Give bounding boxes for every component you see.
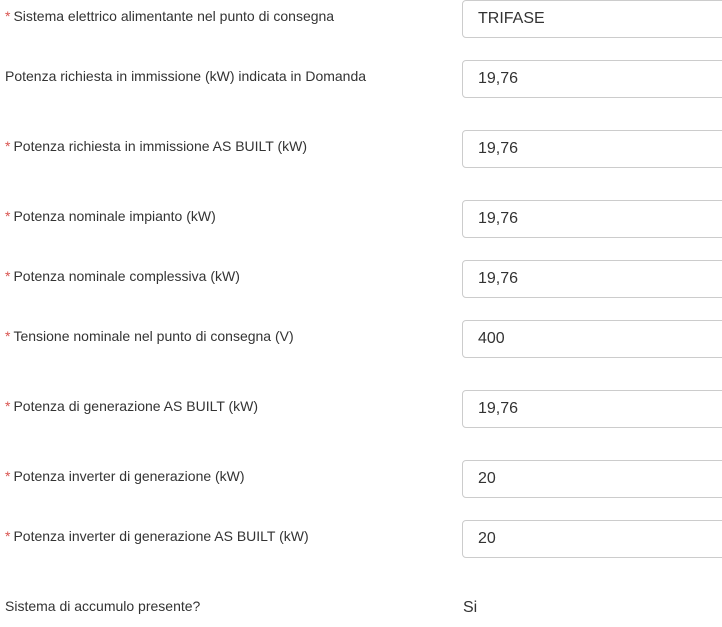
field-label-text: Potenza inverter di generazione (kW): [13, 468, 245, 484]
field-label-text: Potenza richiesta in immissione AS BUILT (kW): [13, 138, 308, 154]
potenza-inverter-field[interactable]: 20: [462, 460, 722, 498]
required-marker: *: [5, 528, 11, 544]
field-label-text: Potenza richiesta in immissione (kW) indicata in Domanda: [5, 68, 367, 84]
field-label: [5, 8, 334, 24]
required-marker: *: [5, 138, 11, 154]
field-label: [5, 598, 200, 614]
potenza-nominale-complessiva-field[interactable]: 19,76: [462, 260, 722, 298]
potenza-richiesta-as-built-field[interactable]: 19,76: [462, 130, 722, 168]
field-label: [5, 468, 245, 484]
field-label-text: Potenza inverter di generazione AS BUILT (kW): [13, 528, 309, 544]
required-marker: *: [5, 398, 11, 414]
potenza-generazione-as-built-field[interactable]: 19,76: [462, 390, 722, 428]
sistema-accumulo-value: Si: [463, 599, 478, 616]
field-label: [5, 398, 258, 414]
required-marker: *: [5, 468, 11, 484]
field-label-text: Potenza nominale impianto (kW): [13, 208, 216, 224]
field-label: [5, 208, 216, 224]
field-label-text: Tensione nominale nel punto di consegna (V): [13, 328, 294, 344]
field-label-text: Sistema elettrico alimentante nel punto di consegna: [13, 8, 335, 24]
required-marker: *: [5, 328, 11, 344]
potenza-inverter-as-built-field[interactable]: 20: [462, 520, 722, 558]
potenza-nominale-impianto-field[interactable]: 19,76: [462, 200, 722, 238]
sistema-elettrico-field[interactable]: TRIFASE: [462, 0, 722, 38]
field-label: [5, 528, 309, 544]
field-label: [5, 328, 294, 344]
field-label-text: Potenza di generazione AS BUILT (kW): [13, 398, 259, 414]
field-label: [5, 68, 366, 84]
required-marker: *: [5, 8, 11, 24]
required-marker: *: [5, 208, 11, 224]
field-label: [5, 138, 307, 154]
field-label-text: Sistema di accumulo presente?: [5, 598, 201, 614]
required-marker: *: [5, 268, 11, 284]
field-label: [5, 268, 240, 284]
potenza-richiesta-domanda-field[interactable]: 19,76: [462, 60, 722, 98]
field-label-text: Potenza nominale complessiva (kW): [13, 268, 240, 284]
tensione-nominale-field[interactable]: 400: [462, 320, 722, 358]
